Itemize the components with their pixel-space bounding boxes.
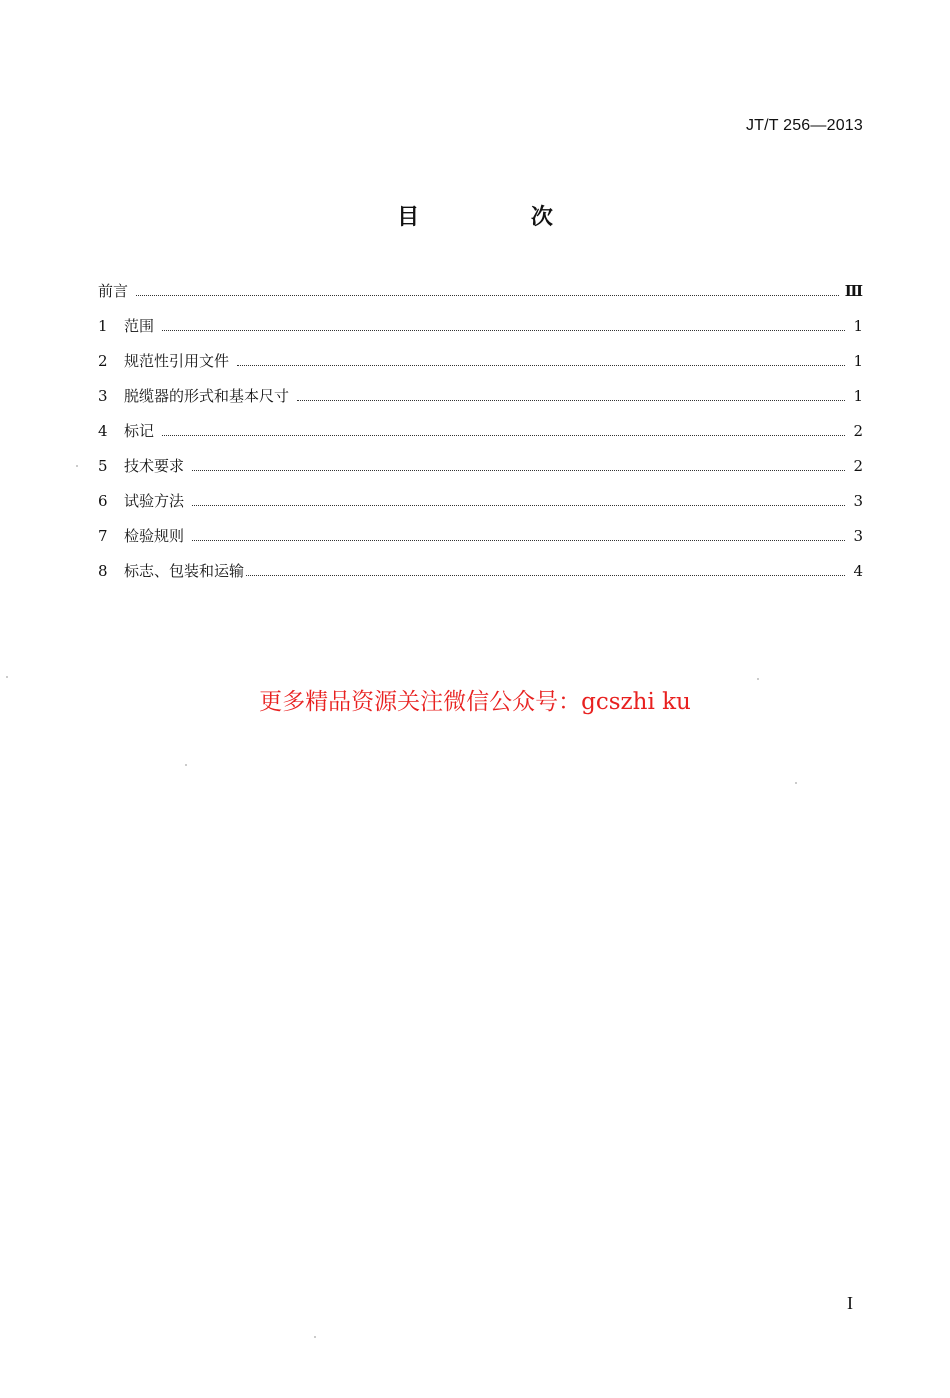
toc-entry-scope[interactable] — [98, 315, 863, 350]
standard-code: JT/T 256—2013 — [745, 117, 863, 134]
toc-entry-title: 技术要求 — [124, 457, 185, 475]
toc-entry-marking-packaging-transport[interactable] — [98, 560, 863, 595]
toc-entry-title: 规范性引用文件 — [124, 352, 230, 370]
scan-speck — [6, 676, 8, 678]
table-of-contents — [98, 280, 863, 595]
toc-entry-number: 6 — [98, 492, 108, 510]
toc-entry-title: 范围 — [124, 317, 155, 335]
toc-leader-dots — [162, 329, 845, 331]
toc-entry-title: 试验方法 — [124, 492, 185, 510]
toc-leader-dots — [192, 469, 845, 471]
scan-speck — [76, 465, 78, 467]
scan-speck — [185, 764, 187, 766]
toc-entry-marking[interactable] — [98, 420, 863, 455]
toc-entry-number: 7 — [98, 527, 108, 545]
toc-entry-number: 2 — [98, 352, 108, 370]
toc-entry-page: 2 — [853, 457, 863, 475]
toc-entry-page: 1 — [853, 387, 863, 405]
toc-leader-dots — [192, 504, 845, 506]
toc-entry-inspection-rules[interactable] — [98, 525, 863, 560]
toc-entry-test-methods[interactable] — [98, 490, 863, 525]
toc-entry-preface[interactable] — [98, 280, 863, 315]
toc-leader-dots — [136, 294, 839, 296]
toc-entry-page: 1 — [853, 352, 863, 370]
toc-entry-types-and-dimensions[interactable] — [98, 385, 863, 420]
toc-entry-page: 1 — [853, 317, 863, 335]
toc-entry-title: 脱缆器的形式和基本尺寸 — [124, 387, 290, 405]
toc-entry-page: 2 — [853, 422, 863, 440]
toc-entry-title: 前言 — [98, 282, 129, 300]
toc-entry-number: 3 — [98, 387, 108, 405]
toc-entry-title: 标志、包装和运输 — [124, 562, 245, 580]
toc-leader-dots — [192, 539, 845, 541]
toc-entry-normative-references[interactable] — [98, 350, 863, 385]
toc-title: 目 次 — [397, 205, 605, 230]
toc-leader-dots — [297, 399, 845, 401]
toc-entry-number: 8 — [98, 562, 108, 580]
toc-leader-dots — [162, 434, 845, 436]
toc-entry-title: 标记 — [124, 422, 155, 440]
toc-entry-page: 3 — [853, 527, 863, 545]
toc-entry-number: 5 — [98, 457, 108, 475]
toc-entry-technical-requirements[interactable] — [98, 455, 863, 490]
toc-entry-number: 1 — [98, 317, 108, 335]
scan-speck — [757, 678, 759, 680]
scan-speck — [314, 1336, 316, 1338]
toc-entry-page: 4 — [853, 562, 863, 580]
toc-entry-page: 3 — [853, 492, 863, 510]
toc-entry-number: 4 — [98, 422, 108, 440]
toc-leader-dots — [246, 574, 845, 576]
toc-entry-page: Ⅲ — [844, 282, 863, 300]
page-number: I — [847, 1293, 853, 1313]
scan-speck — [795, 782, 797, 784]
toc-entry-title: 检验规则 — [124, 527, 185, 545]
toc-leader-dots — [237, 364, 845, 366]
wechat-notice: 更多精品资源关注微信公众号：gcszhi ku — [259, 689, 691, 715]
